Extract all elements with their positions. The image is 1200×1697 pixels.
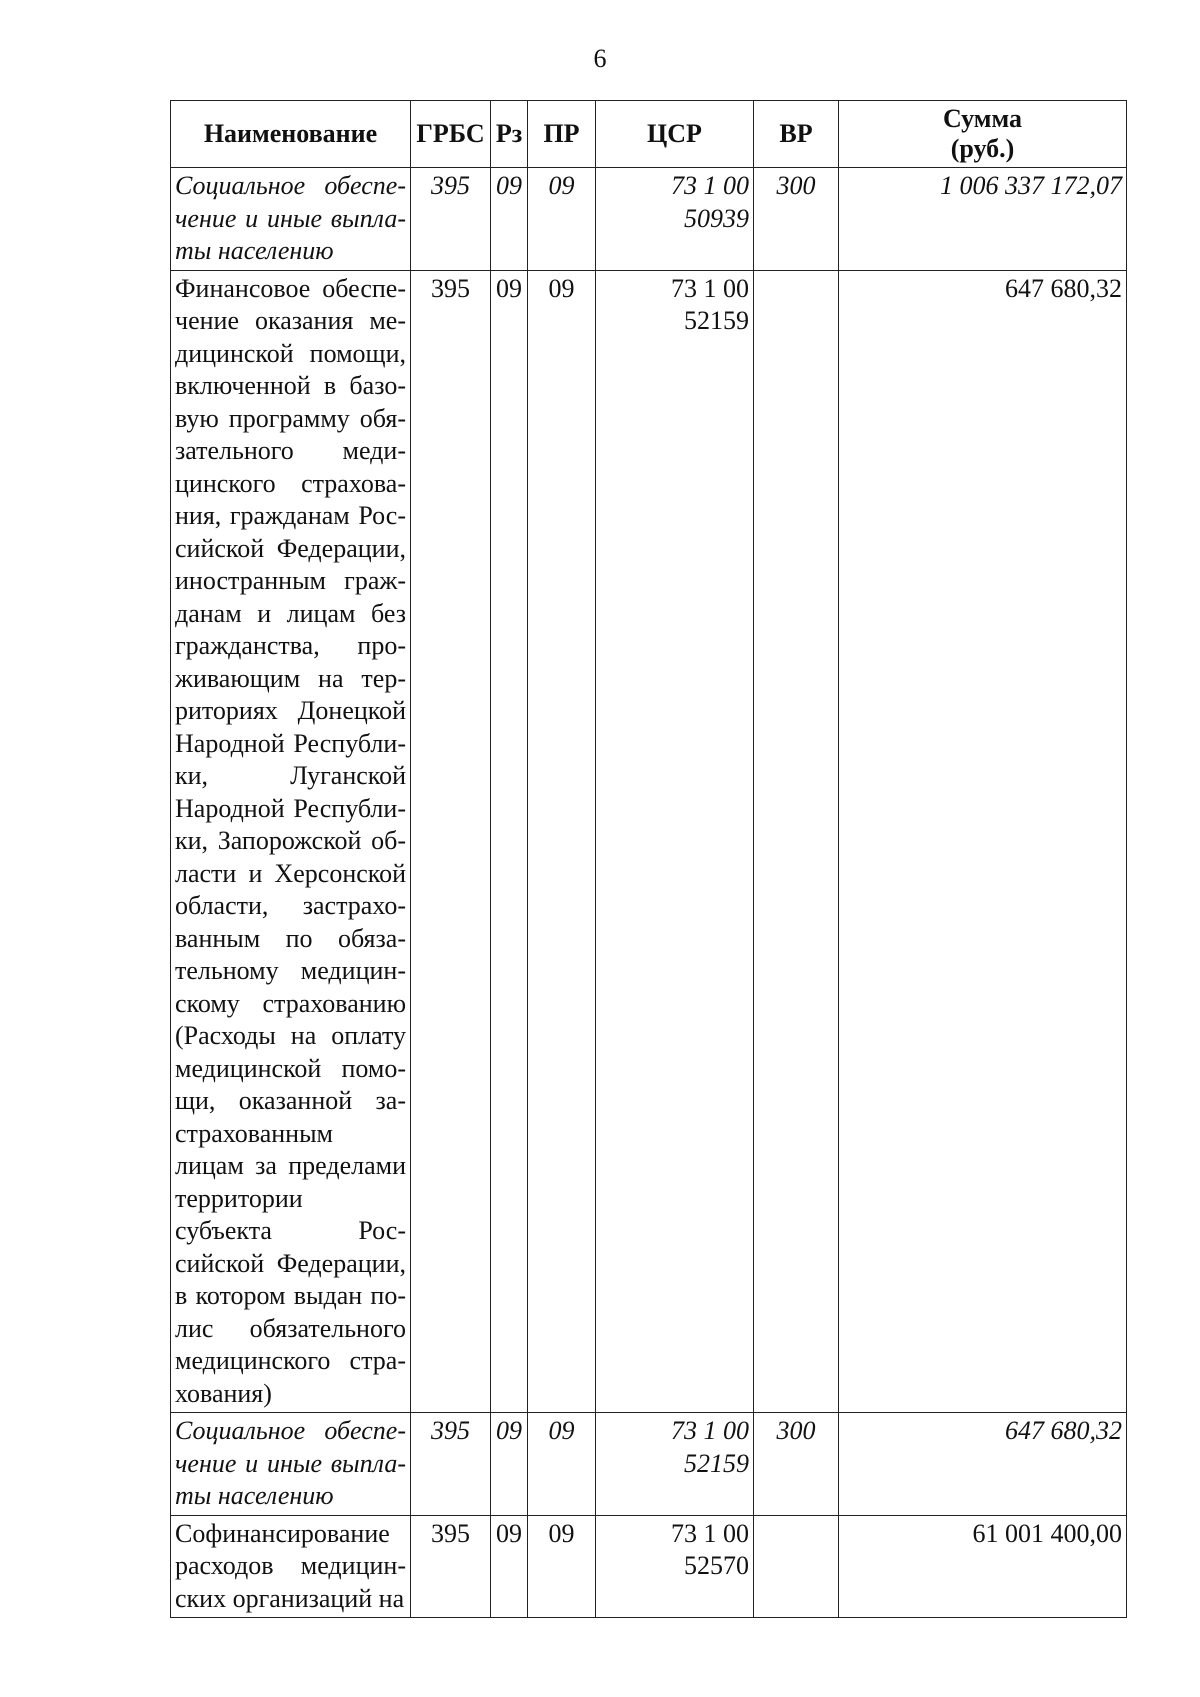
- page-number: 6: [593, 44, 607, 73]
- row-sum: 1 006 337 172,07: [839, 168, 1127, 271]
- row-sum: 61 001 400,00: [839, 1515, 1127, 1618]
- header-sum-line1: Сумма: [942, 104, 1023, 133]
- row-rz: 09: [491, 1515, 528, 1618]
- header-vr: ВР: [754, 101, 839, 168]
- row-grbs: 395: [411, 1515, 491, 1618]
- row-name: Софинансирование расходов медицинских организаций на: [171, 1515, 411, 1618]
- row-sum: 647 680,32: [839, 270, 1127, 1413]
- row-pr: 09: [528, 1515, 596, 1618]
- row-name: Социальное обеспечение и иные выплаты населению: [171, 1413, 411, 1516]
- budget-table: [170, 100, 1127, 1618]
- row-vr: 300: [754, 1413, 839, 1516]
- table-row: [171, 1515, 1127, 1618]
- table-row: [171, 168, 1127, 271]
- row-pr: 09: [528, 270, 596, 1413]
- header-rz: Рз: [491, 101, 528, 168]
- row-csr: 73 1 00 52570: [596, 1515, 754, 1618]
- row-csr: 73 1 00 52159: [596, 270, 754, 1413]
- header-sum-line2: (руб.): [950, 134, 1015, 163]
- header-pr: ПР: [528, 101, 596, 168]
- row-grbs: 395: [411, 1413, 491, 1516]
- row-sum: 647 680,32: [839, 1413, 1127, 1516]
- row-name: Социальное обеспечение и иные выплаты населению: [171, 168, 411, 271]
- row-vr: [754, 1515, 839, 1618]
- header-grbs: ГРБС: [411, 101, 491, 168]
- header-name: Наименование: [171, 101, 411, 168]
- table-row: [171, 270, 1127, 1413]
- row-rz: 09: [491, 270, 528, 1413]
- row-vr: [754, 270, 839, 1413]
- row-grbs: 395: [411, 270, 491, 1413]
- row-grbs: 395: [411, 168, 491, 271]
- row-vr: 300: [754, 168, 839, 271]
- row-csr: 73 1 00 50939: [596, 168, 754, 271]
- row-rz: 09: [491, 168, 528, 271]
- row-pr: 09: [528, 168, 596, 271]
- header-csr: ЦСР: [596, 101, 754, 168]
- table-header-row: [171, 101, 1127, 168]
- row-pr: 09: [528, 1413, 596, 1516]
- row-rz: 09: [491, 1413, 528, 1516]
- header-sum: [839, 101, 1127, 168]
- table-row: [171, 1413, 1127, 1516]
- row-name: Финансовое обеспечение оказания медицинской помощи, включенной в базовую программу обязательного медицинского страхования, гражданам Российской Федерации, иностранным гражданам и лицам без гражданства, проживающим на территориях Донецкой Народной Республики, Луганской Народной Республики, Запорожской области и Херсонской области, застрахованным по обязательному медицинскому страхованию (Расходы на оплату медицинской помощи, оказанной застрахованным лицам за пределами территории субъекта Российской Федерации, в котором выдан полис обязательного медицинского страхования): [171, 270, 411, 1413]
- row-csr: 73 1 00 52159: [596, 1413, 754, 1516]
